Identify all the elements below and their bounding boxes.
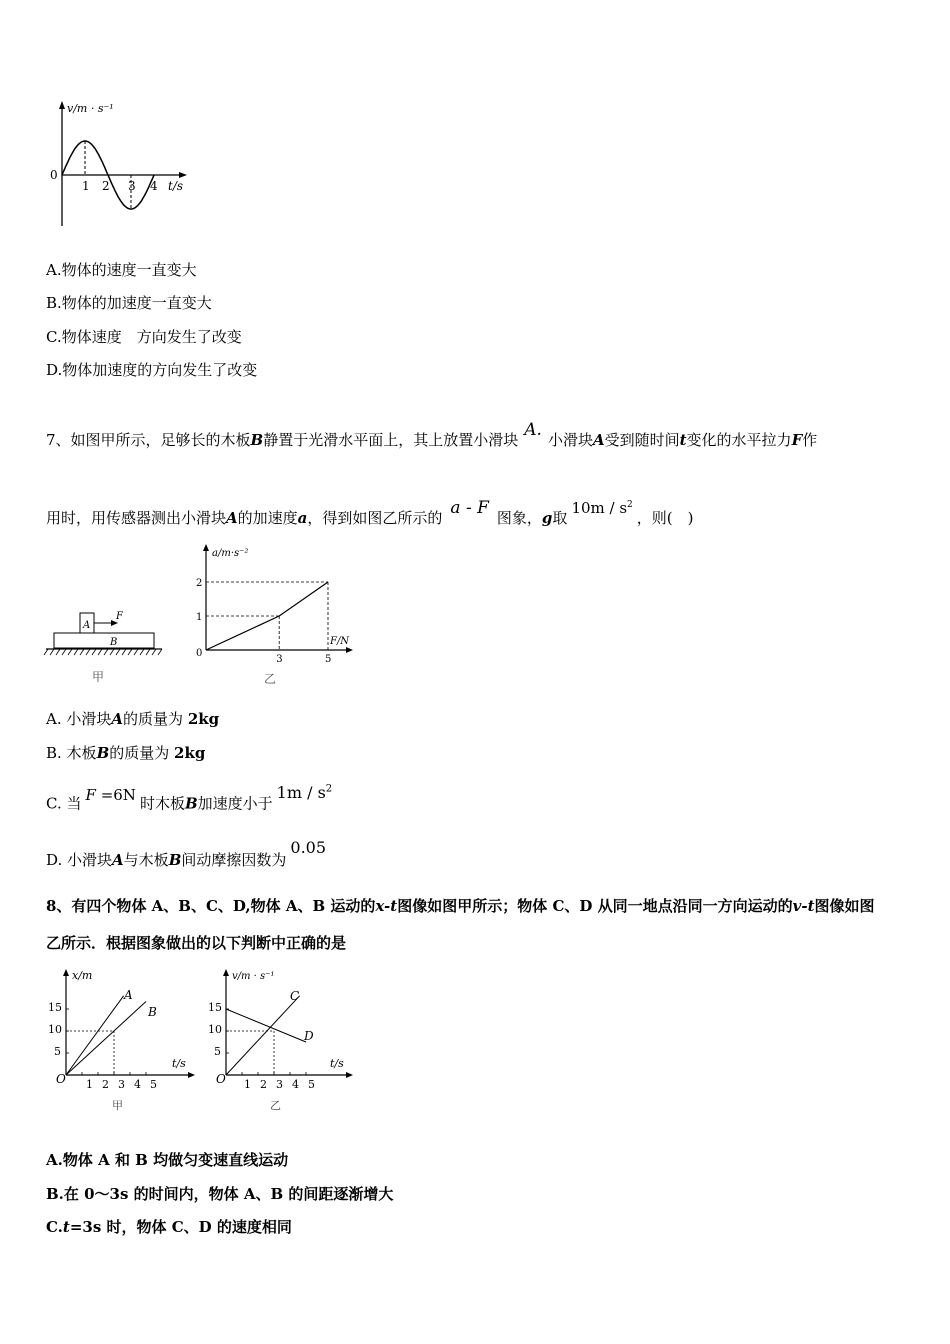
- q8-figure-yi: [198, 965, 358, 1115]
- q7-figure-jia: [40, 605, 170, 690]
- q6-option-c: C.物体速度 方向发生了改变: [46, 328, 242, 346]
- caption-jia: 甲: [92, 670, 105, 684]
- yi-y-tick-10: 10: [208, 1023, 222, 1036]
- series-b-line: [66, 1002, 146, 1075]
- yi-y-tick-1: 1: [196, 612, 203, 623]
- q8-option-b: B.在 0～3s 的时间内，物体 A、B 的间距逐渐增大: [46, 1185, 394, 1203]
- caption-yi-q8: 乙: [270, 1099, 281, 1112]
- tick-1: 1: [82, 179, 90, 193]
- jia-y-tick-15: 15: [48, 1001, 62, 1014]
- yi-x-label: F/N: [330, 636, 350, 647]
- jia-x-tick-2: 2: [102, 1078, 109, 1091]
- q8-stem-line2: 乙所示．根据图象做出的以下判断中正确的是: [46, 934, 347, 952]
- origin-label: 0: [50, 168, 58, 182]
- yi-x-tick-3: 3: [276, 654, 283, 665]
- q7-stem-line2: 用时，用传感器测出小滑块A的加速度a，得到如图乙所示的 a - F 图象，g取$10m / s^2$，则( ): [46, 498, 694, 527]
- q8-figure-jia: [40, 965, 200, 1115]
- q7-option-d: D. 小滑块A与木板B间动摩擦因数为0.05: [46, 838, 327, 869]
- jia-x-label: t/s: [172, 1057, 186, 1070]
- q6-option-a: A.物体的速度一直变大: [46, 261, 197, 279]
- q7-option-a: A. 小滑块A的质量为 2kg: [46, 710, 220, 728]
- yi-x-tick-5: 5: [308, 1078, 315, 1091]
- q7-option-b: B. 木板B的质量为 2kg: [46, 744, 206, 762]
- q7-option-c: C. 当 F =6N 时木板B加速度小于$1m / s^2$: [46, 783, 333, 813]
- q8-option-c: C.t=3s 时，物体 C、D 的速度相同: [46, 1218, 292, 1236]
- series-d-line: [226, 1009, 306, 1042]
- q8-option-a: A.物体 A 和 B 均做匀变速直线运动: [46, 1151, 289, 1169]
- yi-y-label: a/m·s⁻²: [212, 548, 249, 559]
- yi-x-tick-4: 4: [292, 1078, 299, 1091]
- jia-y-label: x/m: [72, 969, 93, 982]
- q8-stem-line1: 8、有四个物体 A、B、C、D,物体 A、B 运动的x-t图像如图甲所示；物体 C、D 从同一地点沿同一方向运动的v-t图像如图: [46, 897, 875, 915]
- jia-x-tick-1: 1: [86, 1078, 93, 1091]
- series-a-line: [66, 996, 124, 1075]
- tick-3: 3: [128, 179, 136, 193]
- series-c-label: C: [290, 989, 300, 1003]
- caption-yi: 乙: [264, 672, 277, 686]
- yi-v-label: v/m · s⁻¹: [232, 971, 275, 982]
- x-axis-label: t/s: [168, 179, 184, 193]
- tick-2: 2: [102, 179, 110, 193]
- q6-option-d: D.物体加速度的方向发生了改变: [46, 361, 258, 379]
- q7-figure-yi: [190, 540, 360, 690]
- jia-y-tick-10: 10: [48, 1023, 62, 1036]
- yi-t-label: t/s: [330, 1057, 344, 1070]
- yi-origin: 0: [196, 648, 203, 659]
- series-b-label: B: [148, 1005, 157, 1019]
- yi-y-tick-2: 2: [196, 578, 203, 589]
- board-b-label: B: [110, 637, 118, 648]
- jia-x-tick-4: 4: [134, 1078, 141, 1091]
- jia-x-tick-3: 3: [118, 1078, 125, 1091]
- yi-y-tick-5: 5: [214, 1045, 221, 1058]
- yi-x-tick-5: 5: [325, 654, 332, 665]
- velocity-time-graph: [40, 98, 200, 233]
- series-c-line: [226, 996, 300, 1075]
- jia-origin: O: [56, 1072, 66, 1086]
- yi-x-tick-3: 3: [276, 1078, 283, 1091]
- tick-4: 4: [150, 179, 158, 193]
- block-a-label: A: [83, 620, 91, 631]
- yi-x-tick-2: 2: [260, 1078, 267, 1091]
- series-d-label: D: [304, 1029, 314, 1043]
- ground-hatching: [44, 649, 162, 655]
- jia-x-tick-5: 5: [150, 1078, 157, 1091]
- caption-jia-q8: 甲: [112, 1099, 123, 1112]
- y-axis-label: v/m · s⁻¹: [67, 102, 114, 115]
- jia-y-tick-5: 5: [54, 1045, 61, 1058]
- yi-guides: [206, 582, 328, 650]
- series-a-label: A: [124, 988, 133, 1002]
- q6-option-b: B.物体的加速度一直变大: [46, 294, 212, 312]
- q7-stem-line1: 7、如图甲所示，足够长的木板B静置于光滑水平面上，其上放置小滑块 A. 小滑块A受到随时间t变化的水平拉力F作: [46, 420, 818, 449]
- yi-o-label: O: [216, 1072, 226, 1086]
- board-b: [54, 633, 154, 648]
- force-label: F: [116, 611, 123, 622]
- yi-x-tick-1: 1: [244, 1078, 251, 1091]
- yi-y-tick-15: 15: [208, 1001, 222, 1014]
